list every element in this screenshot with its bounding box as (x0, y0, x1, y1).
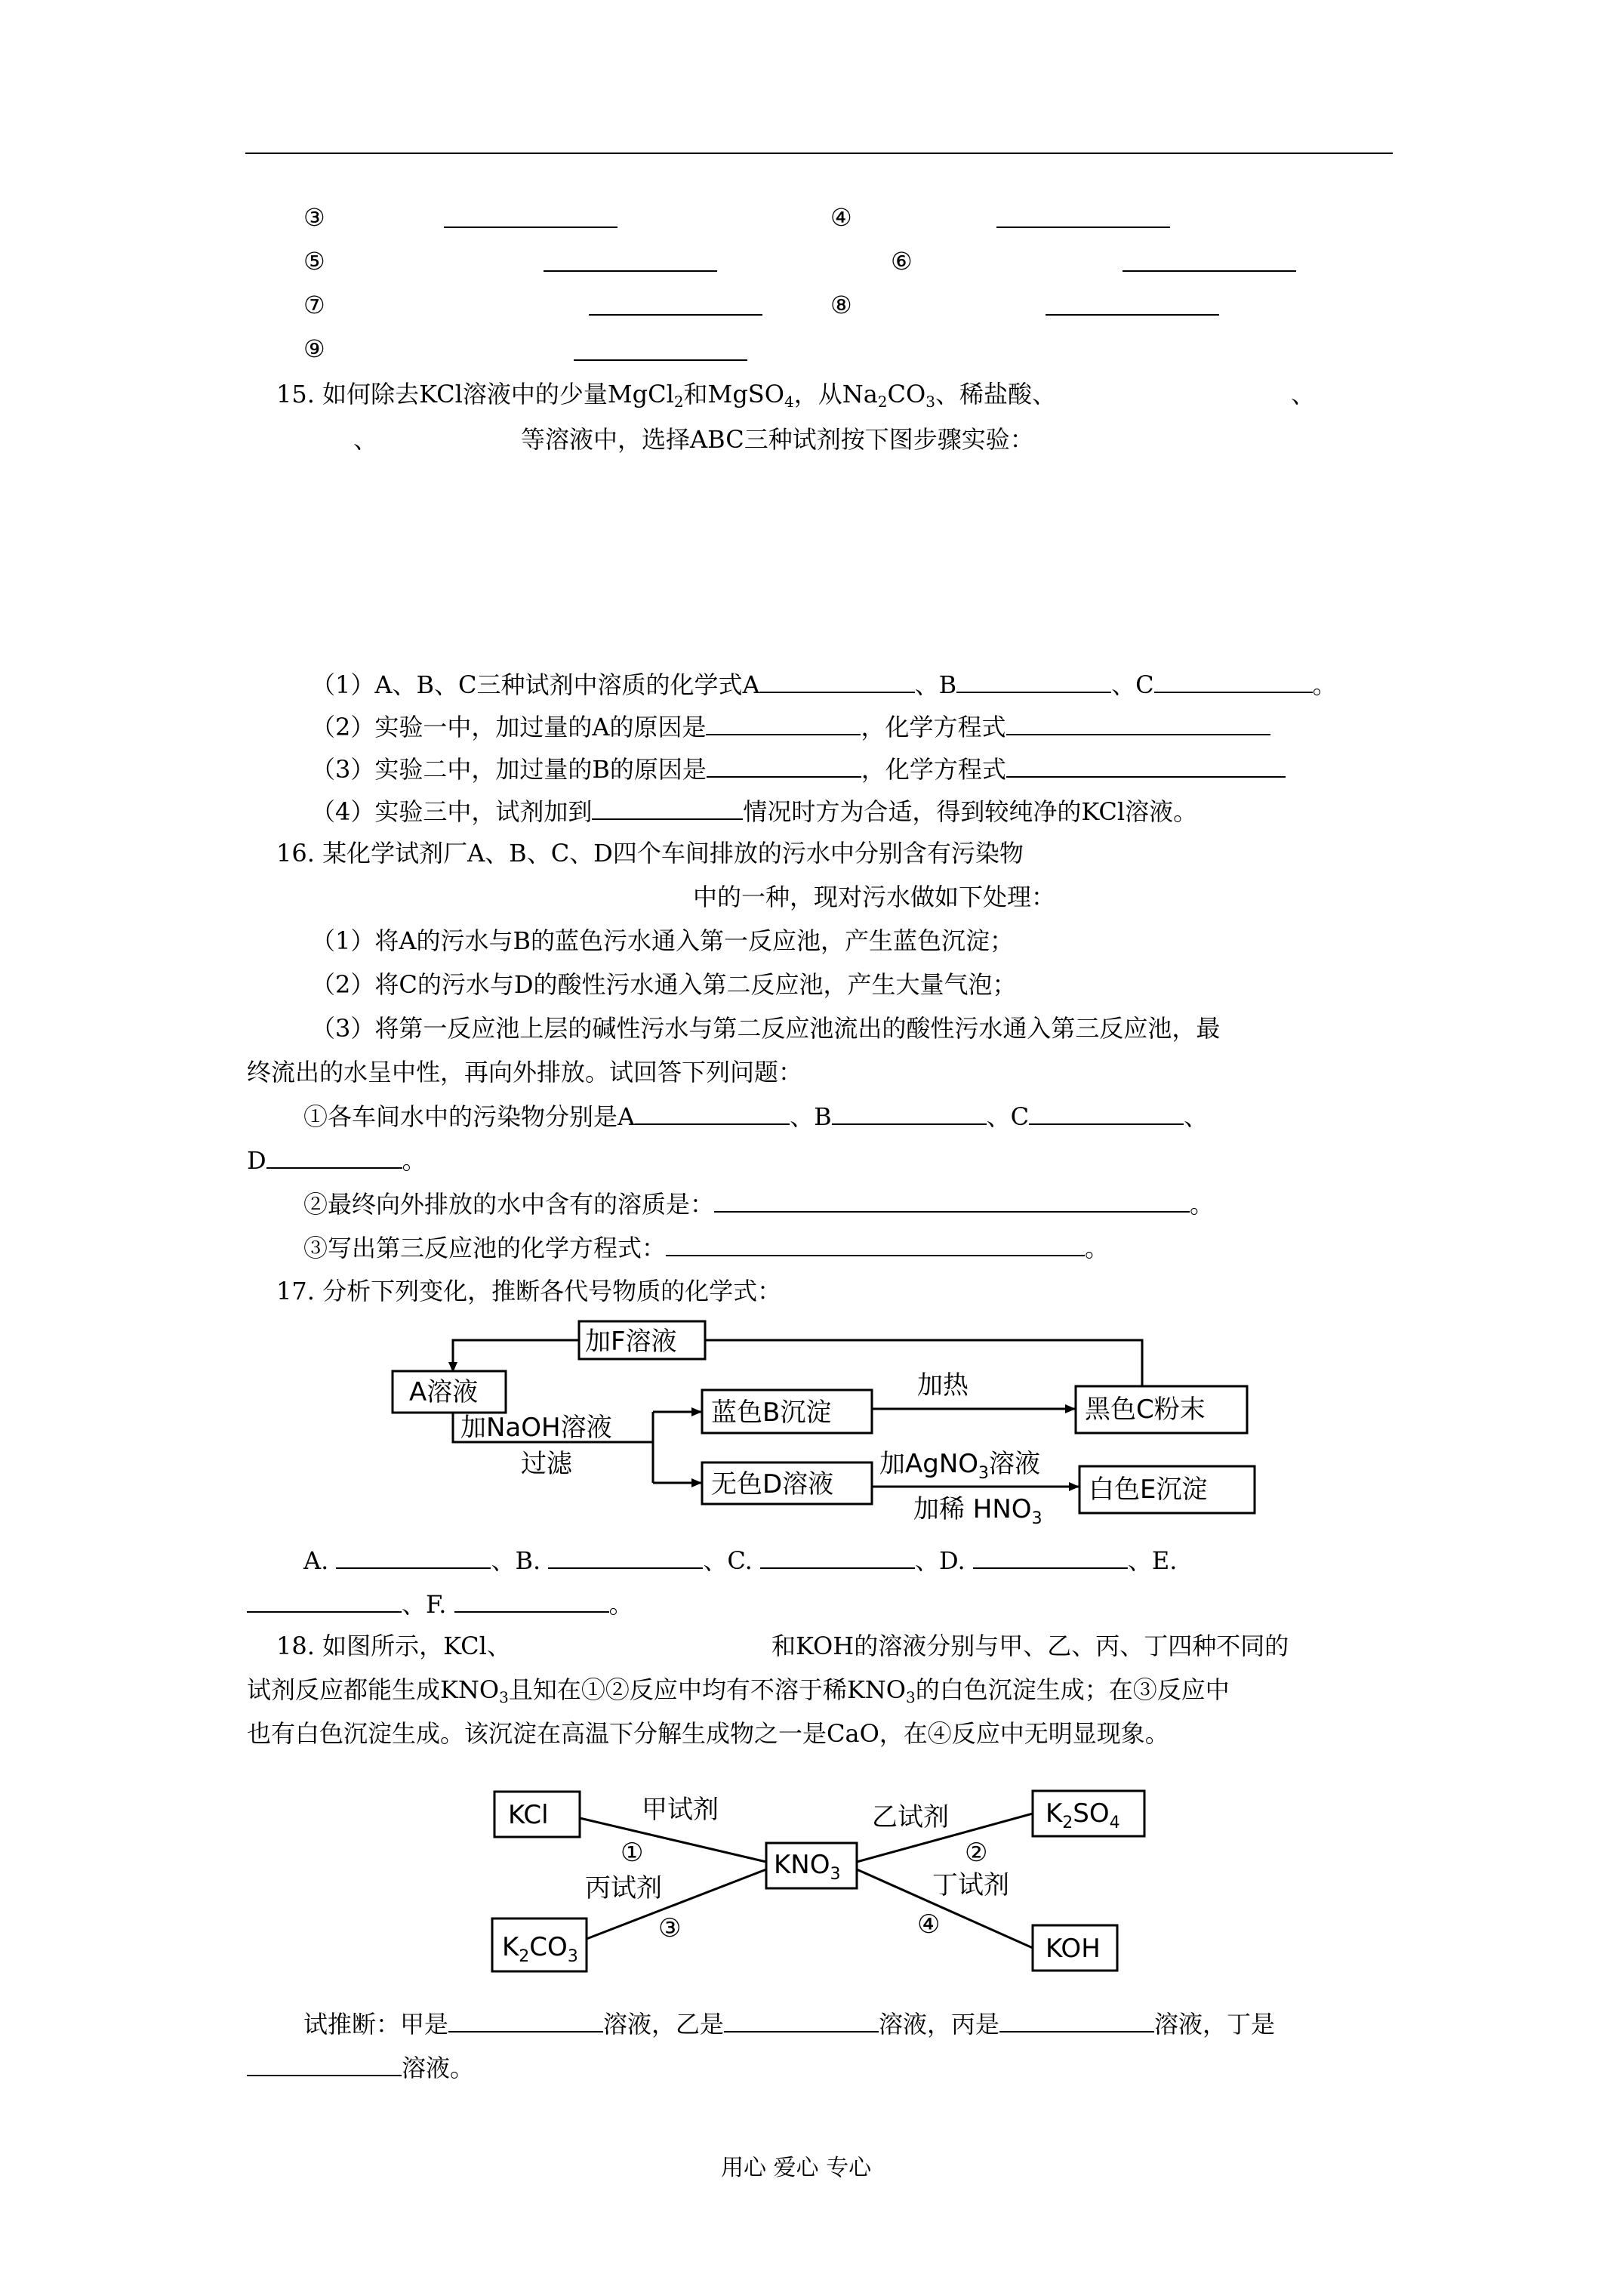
item-7-label: ⑦ (303, 291, 325, 319)
q18-answers-line1: 试推断：甲是 溶液，乙是 溶液，丙是 溶液，丁是 (303, 2010, 1276, 2039)
q17-title: 17. 分析下列变化，推断各代号物质的化学式： (276, 1277, 782, 1305)
white-e-label: 白色E沉淀 (1089, 1475, 1208, 1505)
k2co3-label: $K_2CO_3$ (502, 1932, 578, 1966)
page-footer: 用心 爱心 专心 (721, 2155, 872, 2181)
blue-b-label: 蓝色B沉淀 (711, 1398, 832, 1428)
item-4-label: ④ (830, 203, 852, 232)
q16-question1: ①各车间水中的污染物分别是A 、B 、C 、 (303, 1102, 1209, 1131)
q17-answers-line1: A. 、B. 、C. 、D. 、E. (303, 1546, 1178, 1575)
q18-answers-line2: 溶液。 (247, 2052, 474, 2083)
q15-part1: （1）A、B、C三种试剂中溶质的化学式A 、B 、C 。 (311, 670, 1337, 699)
q18-line1-a: 18. 如图所示，KCl、 (276, 1632, 511, 1660)
reagent-bing: 丙试剂 (585, 1873, 662, 1903)
q16-step2: （2）将C的污水与D的酸性污水通入第二反应池，产生大量气泡； (311, 970, 1017, 999)
item-8-label: ⑧ (830, 291, 852, 319)
q16-question3: ③写出第三反应池的化学方程式： 。 (303, 1234, 1110, 1262)
reagent-jia: 甲试剂 (642, 1795, 719, 1825)
item-5-label: ⑤ (303, 247, 325, 276)
colorless-d-label: 无色D溶液 (711, 1469, 834, 1499)
q16-question2: ②最终向外排放的水中含有的溶质是： 。 (303, 1190, 1215, 1219)
q15-part4: （4）实验三中，试剂加到 情况时方为合适，得到较纯净的KCl溶液。 (311, 797, 1198, 826)
q16-step3a: （3）将第一反应池上层的碱性污水与第二反应池流出的酸性污水通入第三反应池，最 (311, 1014, 1221, 1043)
filter-label: 过滤 (521, 1449, 572, 1479)
add-hno3-label: 加稀 $HNO_3$ (913, 1494, 1042, 1528)
heat-label: 加热 (917, 1370, 969, 1401)
koh-label: KOH (1046, 1934, 1101, 1964)
q18-line3: 也有白色沉淀生成。该沉淀在高温下分解生成物之一是CaO，在④反应中无明显现象。 (247, 1719, 1169, 1748)
item-6-label: ⑥ (891, 247, 913, 276)
kno3-label: $KNO_3$ (774, 1850, 841, 1884)
q16-question1-d: D 。 (247, 1146, 427, 1175)
add-f-label: 加F溶液 (585, 1327, 677, 1357)
black-c-label: 黑色C粉末 (1085, 1395, 1206, 1425)
q17-answers-line2: 、F. 。 (247, 1589, 633, 1620)
reaction-3: ③ (658, 1913, 682, 1943)
q16-step1: （1）将A的污水与B的蓝色污水通入第一反应池，产生蓝色沉淀； (311, 926, 1014, 955)
reagent-yi: 乙试剂 (872, 1802, 949, 1832)
add-naoh-label: 加NaOH溶液 (460, 1413, 612, 1443)
reaction-2: ② (965, 1838, 988, 1868)
reaction-4: ④ (917, 1909, 941, 1940)
item-9-label: ⑨ (303, 334, 325, 363)
q16-line1: 16. 某化学试剂厂A、B、C、D四个车间排放的污水中分别含有污染物 (276, 839, 1024, 868)
k2so4-label: $K_2SO_4$ (1046, 1798, 1120, 1832)
kcl-label: KCl (508, 1800, 549, 1830)
q15-line2-a: 、 (353, 425, 378, 454)
q15-line1-tail: 、 (1291, 380, 1316, 408)
q18-line1-b: 和KOH的溶液分别与甲、乙、丙、丁四种不同的 (771, 1632, 1289, 1660)
q16-line2: 中的一种，现对污水做如下处理： (693, 883, 1056, 911)
q18-line2: 试剂反应都能生成$KNO_3$且知在①②反应中均有不溶于稀$KNO_3$的白色沉淀生成；在③反应中 (247, 1675, 1230, 1706)
q15-line1: 15. 如何除去KCl溶液中的少量MgCl$_2$和MgSO$_4$，从$Na_2CO_3$、稀盐酸、 (276, 380, 1056, 411)
q15-part3: （3）实验二中，加过量的B的原因是 ，化学方程式 (311, 754, 1286, 784)
add-agno3-label: 加AgNO$_3$溶液 (879, 1449, 1041, 1483)
item-3-label: ③ (303, 203, 325, 232)
reaction-1: ① (621, 1838, 644, 1868)
a-solution-label: A溶液 (409, 1377, 479, 1407)
q15-line2-b: 等溶液中，选择ABC三种试剂按下图步骤实验： (521, 425, 1034, 454)
q16-step3b: 终流出的水呈中性，再向外排放。试回答下列问题： (247, 1058, 803, 1086)
reagent-ding: 丁试剂 (932, 1870, 1009, 1900)
q15-part2: （2）实验一中，加过量的A的原因是 ，化学方程式 (311, 711, 1270, 742)
